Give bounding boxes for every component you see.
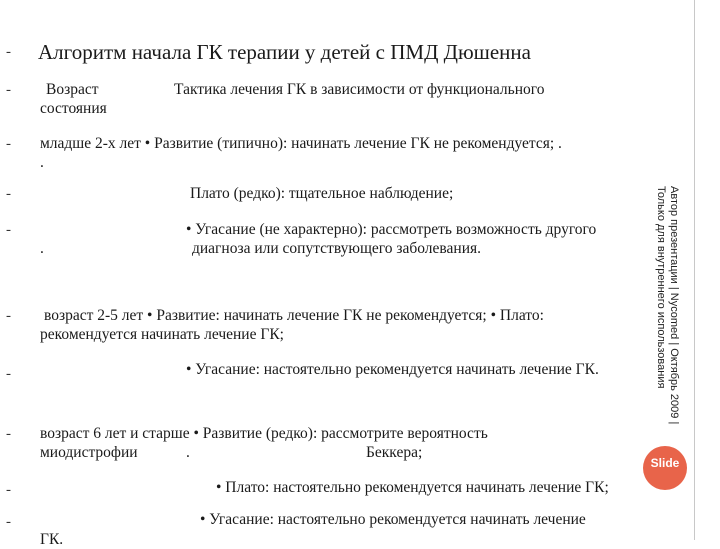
age6plus-line-2a: миодистрофии xyxy=(40,444,138,461)
younger-decline-line-1: • Угасание (не характерно): рассмотреть возможность другого xyxy=(186,221,597,238)
row-bullet: - xyxy=(6,82,11,98)
row-bullet: - xyxy=(6,482,11,498)
younger-line-2: . xyxy=(40,154,44,171)
side-note: Автор презентации | Nycomed | Октябрь 2009 | Только для внутреннего использования xyxy=(655,186,680,425)
younger-decline-line-2: диагноза или сопутствующего заболевания. xyxy=(192,240,481,257)
age6plus-line-2b: . xyxy=(186,444,190,461)
row-bullet: - xyxy=(6,136,11,152)
header-state-label: состояния xyxy=(40,100,107,117)
page-title: Алгоритм начала ГК терапии у детей с ПМД Дюшенна xyxy=(38,40,531,64)
divider-line xyxy=(694,0,695,540)
header-age-label: Возраст xyxy=(46,81,99,98)
age2to5-decline: • Угасание: настоятельно рекомендуется начинать лечение ГК. xyxy=(186,361,599,378)
age6plus-plateau: • Плато: настоятельно рекомендуется начинать лечение ГК; xyxy=(216,479,609,496)
age6plus-decline-line-1: • Угасание: настоятельно рекомендуется начинать лечение xyxy=(200,511,586,528)
title-bullet: - xyxy=(6,44,11,60)
row-bullet: - xyxy=(6,186,11,202)
header-tactics-label: Тактика лечения ГК в зависимости от функционального xyxy=(174,81,545,98)
younger-line-1: младше 2-х лет • Развитие (типично): начинать лечение ГК не рекомендуется; . xyxy=(40,135,562,152)
row-bullet: - xyxy=(6,222,11,238)
slide-badge[interactable]: Slide xyxy=(643,446,687,490)
age6plus-decline-line-2: ГК. xyxy=(40,531,64,548)
age6plus-line-1: возраст 6 лет и старше • Развитие (редко): рассмотрите вероятность xyxy=(40,425,488,442)
age6plus-line-2c: Беккера; xyxy=(366,444,423,461)
younger-decline-dot: . xyxy=(40,240,44,257)
row-bullet: - xyxy=(6,514,11,530)
age2to5-line-1: возраст 2-5 лет • Развитие: начинать лечение ГК не рекомендуется; • Плато: xyxy=(44,307,544,324)
row-bullet: - xyxy=(6,366,11,382)
age2to5-line-2: рекомендуется начинать лечение ГК; xyxy=(40,326,284,343)
younger-plateau: Плато (редко): тщательное наблюдение; xyxy=(190,185,454,202)
row-bullet: - xyxy=(6,308,11,324)
row-bullet: - xyxy=(6,426,11,442)
